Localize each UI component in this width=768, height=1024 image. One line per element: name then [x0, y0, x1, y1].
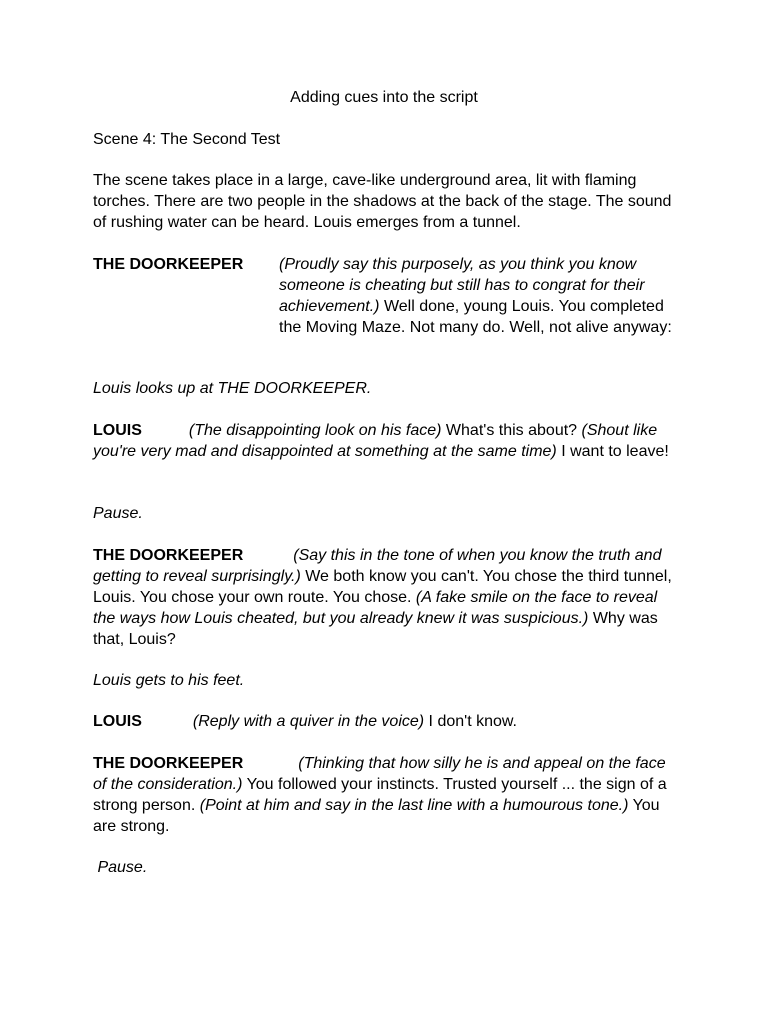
stage-cue: (The disappointing look on his face) — [188, 422, 442, 439]
dialogue-louis-1 — [93, 420, 679, 462]
stage-direction: Pause. — [93, 859, 148, 876]
scene-heading: Scene 4: The Second Test — [93, 131, 281, 148]
dialogue-doorkeeper-1 — [93, 254, 679, 338]
speaker-name: LOUIS — [93, 713, 142, 730]
stage-cue: (Proudly say this purposely, as you think you know someone is cheating but still has to congrat for their achievement.) — [279, 256, 645, 315]
speaker-name: THE DOORKEEPER — [93, 256, 244, 273]
stage-direction: Louis gets to his feet. — [93, 672, 245, 689]
spoken-line: We both know you can't. You chose the third tunnel, Louis. You chose your own route. You chose. — [93, 568, 672, 606]
stage-cue: (Point at him and say in the last line with a humourous tone.) — [199, 797, 629, 814]
spoken-line: Well done, young Louis. You completed the Moving Maze. Not many do. Well, not alive anyway: — [279, 298, 672, 336]
speaker-name: LOUIS — [93, 422, 142, 439]
setting-paragraph: The scene takes place in a large, cave-like underground area, lit with flaming torches. There are two people in the shadows at the back of the stage. The sound of rushing water can be heard. Louis emerges from a tunnel. — [93, 172, 672, 231]
spoken-line: You are strong. — [93, 797, 660, 835]
stage-cue: (Shout like you're very mad and disappointed at something at the same time) — [93, 422, 658, 460]
speaker-name: THE DOORKEEPER — [93, 755, 244, 772]
stage-cue: (Thinking that how silly he is and appeal on the face of the consideration.) — [93, 755, 666, 793]
stage-cue: (A fake smile on the face to reveal the ways how Louis cheated, but you already knew it was suspicious.) — [93, 589, 658, 627]
spoken-line: I don't know. — [424, 713, 517, 730]
dialogue-doorkeeper-2 — [93, 545, 679, 650]
dialogue-louis-2 — [93, 711, 679, 732]
stage-cue: (Say this in the tone of when you know the truth and getting to reveal surprisingly.) — [93, 547, 662, 585]
stage-direction: Pause. — [93, 505, 143, 522]
stage-direction: Louis looks up at THE DOORKEEPER. — [93, 380, 372, 397]
spoken-line: What's this about? — [441, 422, 582, 439]
spoken-line: Why was that, Louis? — [93, 610, 658, 648]
spoken-line: You followed your instincts. Trusted yourself ... the sign of a strong person. — [93, 776, 667, 814]
document-title: Adding cues into the script — [290, 89, 478, 106]
stage-cue: (Reply with a quiver in the voice) — [192, 713, 425, 730]
speech — [279, 254, 679, 338]
speaker-name: THE DOORKEEPER — [93, 547, 244, 564]
spoken-line: I want to leave! — [556, 443, 669, 460]
dialogue-doorkeeper-3 — [93, 753, 679, 837]
